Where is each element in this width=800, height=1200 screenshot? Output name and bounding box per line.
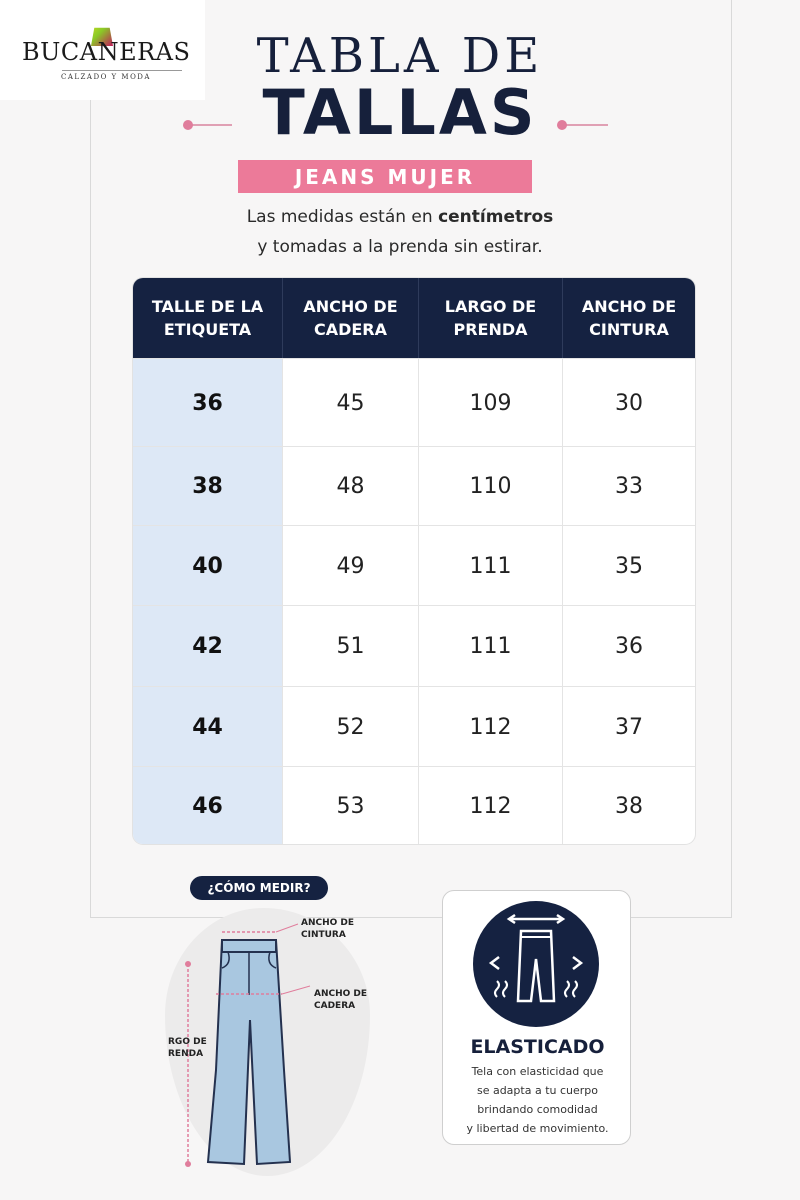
note-text-2: y tomadas a la prenda sin estirar. <box>257 237 543 257</box>
table-cell-size-label: 38 <box>133 447 283 526</box>
table-cell-garment-length: 112 <box>419 767 563 844</box>
brand-name-part1: BUCA <box>22 38 98 66</box>
note-text-1: Las medidas están en <box>246 207 439 227</box>
column-header-line1: ANCHO DE <box>303 297 398 316</box>
table-cell-size-label: 46 <box>133 767 283 844</box>
waist-label-2: CINTURA <box>301 930 346 940</box>
column-header-line1: LARGO DE <box>444 297 537 316</box>
right-decor-line <box>562 124 608 126</box>
table-cell-size-label: 36 <box>133 359 283 447</box>
table-row <box>133 605 695 687</box>
length-label-2: RENDA <box>168 1049 204 1059</box>
column-header-line2: CADERA <box>313 320 388 339</box>
waist-pointer <box>276 924 298 932</box>
column-header-line2: CINTURA <box>589 320 669 339</box>
table-cell-waist-width: 33 <box>615 474 643 499</box>
waist-label <box>301 917 354 941</box>
table-cell-size-label: 44 <box>133 687 283 767</box>
table-cell-waist-width: 35 <box>615 553 643 579</box>
table-row <box>133 766 695 844</box>
feature-desc-line1: Tela con elasticidad que <box>471 1065 604 1078</box>
table-cell-garment-length: 111 <box>419 606 563 687</box>
stretch-jeans-icon <box>473 901 599 1027</box>
measurement-note <box>0 202 800 262</box>
category-label: JEANS MUJER <box>294 165 476 189</box>
column-header-line2: PRENDA <box>453 320 528 339</box>
column-header-garment-length <box>419 278 563 358</box>
feature-description <box>443 1062 632 1138</box>
column-header-waist-width <box>563 278 695 358</box>
hip-label-2: CADERA <box>314 1001 356 1011</box>
table-header <box>133 278 695 358</box>
brand-tagline: CALZADO Y MODA <box>61 73 151 81</box>
table-cell-hip-width: 49 <box>283 526 419 606</box>
feature-desc-line3: brindando comodidad <box>477 1103 598 1116</box>
table-cell-hip-width: 52 <box>283 687 419 767</box>
table-cell-waist-width: 36 <box>615 634 643 659</box>
how-to-measure-badge: ¿CÓMO MEDIR? <box>190 876 328 900</box>
title-line2: TALLAS <box>262 76 538 149</box>
table-cell-hip-width: 51 <box>283 606 419 687</box>
table-row <box>133 686 695 767</box>
category-banner <box>238 160 532 193</box>
feature-desc-line4: y libertad de movimiento. <box>466 1122 609 1135</box>
title-line1: TABLA DE <box>256 28 544 84</box>
right-decor-dot <box>557 120 567 130</box>
jeans-icon <box>208 940 290 1164</box>
table-row <box>133 446 695 526</box>
hip-label-1: ANCHO DE <box>314 989 368 999</box>
table-row <box>133 358 695 447</box>
hip-pointer <box>282 986 310 994</box>
column-header-line2: ETIQUETA <box>163 320 252 339</box>
table-cell-hip-width: 53 <box>283 767 419 844</box>
column-header-hip-width <box>283 278 419 358</box>
table-cell-size-label: 40 <box>133 526 283 606</box>
table-cell-garment-length: 111 <box>419 526 563 606</box>
table-cell-garment-length: 109 <box>419 359 563 447</box>
column-header-line1: ANCHO DE <box>581 297 677 316</box>
table-cell-garment-length: 110 <box>419 447 563 526</box>
hip-label <box>314 988 367 1012</box>
waist-label-1: ANCHO DE <box>301 918 355 928</box>
feature-title: ELASTICADO <box>470 1036 605 1058</box>
brand-name-highlight: N <box>97 38 120 66</box>
column-header-size-label <box>133 278 283 358</box>
elastic-feature-card <box>442 890 631 1145</box>
table-cell-size-label: 42 <box>133 606 283 687</box>
table-cell-waist-width: 37 <box>615 714 643 740</box>
table-cell-hip-width: 45 <box>283 359 419 447</box>
length-label <box>168 1036 207 1060</box>
note-text-bold: centímetros <box>438 207 554 227</box>
table-cell-hip-width: 48 <box>283 447 419 526</box>
table-row <box>133 525 695 606</box>
length-label-1: RGO DE <box>168 1037 207 1047</box>
column-header-line1: TALLE DE LA <box>151 297 264 316</box>
size-table <box>133 278 695 844</box>
table-cell-waist-width: 30 <box>615 390 643 416</box>
table-cell-waist-width: 38 <box>615 793 643 819</box>
brand-name-part2: ERAS <box>119 38 191 66</box>
feature-desc-line2: se adapta a tu cuerpo <box>476 1084 599 1097</box>
table-cell-garment-length: 112 <box>419 687 563 767</box>
